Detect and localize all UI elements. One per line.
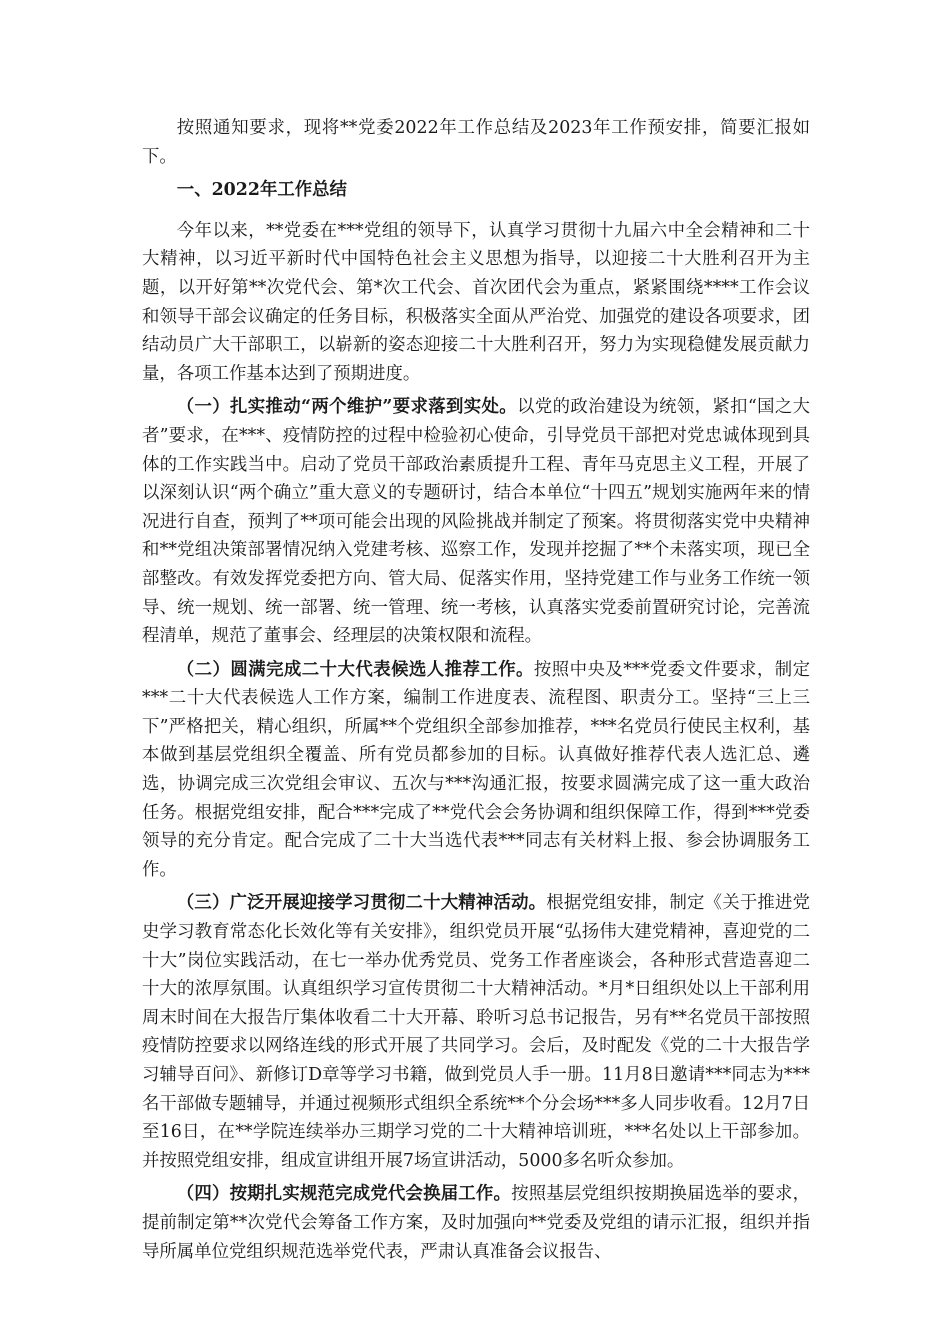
item-body-3: 根据党组安排，制定《关于推进党史学习教育常态化长效化等有关安排》，组织党员开展“弘扬伟大建党精神，喜迎党的二十大”岗位实践活动，在七一举办优秀党员、党务工作者座谈会，各种形式营造喜迎二十大的浓厚氛围。认真组织学习宣传贯彻二十大精神活动。*月*日组织处以上干部利用周末时间在大报告厅集体收看二十大开幕、聆听习总书记报告，另有**名党员干部按照疫情防控要求以网络连线的形式开展了共同学习。会后，及时配发《党的二十大报告学习辅导百问》、新修订D章等学习书籍，做到党员人手一册。11月8日邀请***同志为***名干部做专题辅导，并通过视频形式组织全系统**个分会场***多人同步收看。12月7日至16日，在**学院连续举办三期学习党的二十大精神培训班，***名处以上干部参加。并按照党组安排，组成宣讲组开展7场宣讲活动，5000多名听众参加。 — [142, 893, 810, 1171]
item-title-3: （三）广泛开展迎接学习贯彻二十大精神活动。 — [176, 893, 547, 914]
section-heading: 一、2022年工作总结 — [176, 180, 347, 201]
item-title-2: （二）圆满完成二十大代表候选人推荐工作。 — [176, 659, 534, 680]
item-paragraph-1 — [142, 393, 810, 650]
item-paragraph-2 — [142, 656, 810, 885]
item-body-1: 以党的政治建设为统领，紧扣“国之大者”要求，在***、疫情防控的过程中检验初心使命，引导党员干部把对党忠诚体现到具体的工作实践当中。启动了党员干部政治素质提升工程、青年马克思主义工程，开展了以深刻认识“两个确立”重大意义的专题研讨，结合本单位“十四五”规划实施两年来的情况进行自查，预判了**项可能会出现的风险挑战并制定了预案。将贯彻落实党中央精神和**党组决策部署情况纳入党建考核、巡察工作，发现并挖掘了**个未落实项，现已全部整改。有效发挥党委把方向、管大局、促落实作用，坚持党建工作与业务工作统一领导、统一规划、统一部署、统一管理、统一考核，认真落实党委前置研究讨论，完善流程清单，规范了董事会、经理层的决策权限和流程。 — [142, 397, 810, 647]
item-title-1: （一）扎实推动“两个维护”要求落到实处。 — [176, 397, 518, 418]
intro-paragraph: 按照通知要求，现将**党委2022年工作总结及2023年工作预安排，简要汇报如下。 — [142, 118, 810, 167]
item-paragraph-4 — [142, 1180, 810, 1266]
item-body-2: 按照中央及***党委文件要求，制定***二十大代表候选人工作方案，编制工作进度表、流程图、职责分工。坚持“三上三下”严格把关，精心组织，所属**个党组织全部参加推荐，***名党员行使民主权利，基本做到基层党组织全覆盖、所有党员都参加的目标。认真做好推荐代表人选汇总、遴选，协调完成三次党组会审议、五次与***沟通汇报，按要求圆满完成了这一重大政治任务。根据党组安排，配合***完成了**党代会会务协调和组织保障工作，得到***党委领导的充分肯定。配合完成了二十大当选代表***同志有关材料上报、参会协调服务工作。 — [142, 659, 810, 880]
item-paragraph-3 — [142, 889, 810, 1175]
summary-paragraph: 今年以来，**党委在***党组的领导下，认真学习贯彻十九届六中全会精神和二十大精神，以习近平新时代中国特色社会主义思想为指导，以迎接二十大胜利召开为主题，以开好第**次党代会、第*次工代会、首次团代会为重点，紧紧围绕****工作会议和领导干部会议确定的任务目标，积极落实全面从严治党、加强党的建设各项要求，团结动员广大干部职工，以崭新的姿态迎接二十大胜利召开，努力为实现稳健发展贡献力量，各项工作基本达到了预期进度。 — [142, 220, 810, 384]
document-page — [142, 114, 810, 1271]
item-title-4: （四）按期扎实规范完成党代会换届工作。 — [176, 1184, 512, 1205]
item-body-4: 按照基层党组织按期换届选举的要求，提前制定第**次党代会筹备工作方案，及时加强向**党委及党组的请示汇报，组织并指导所属单位党组织规范选举党代表，严肃认真准备会议报告、 — [142, 1184, 810, 1262]
